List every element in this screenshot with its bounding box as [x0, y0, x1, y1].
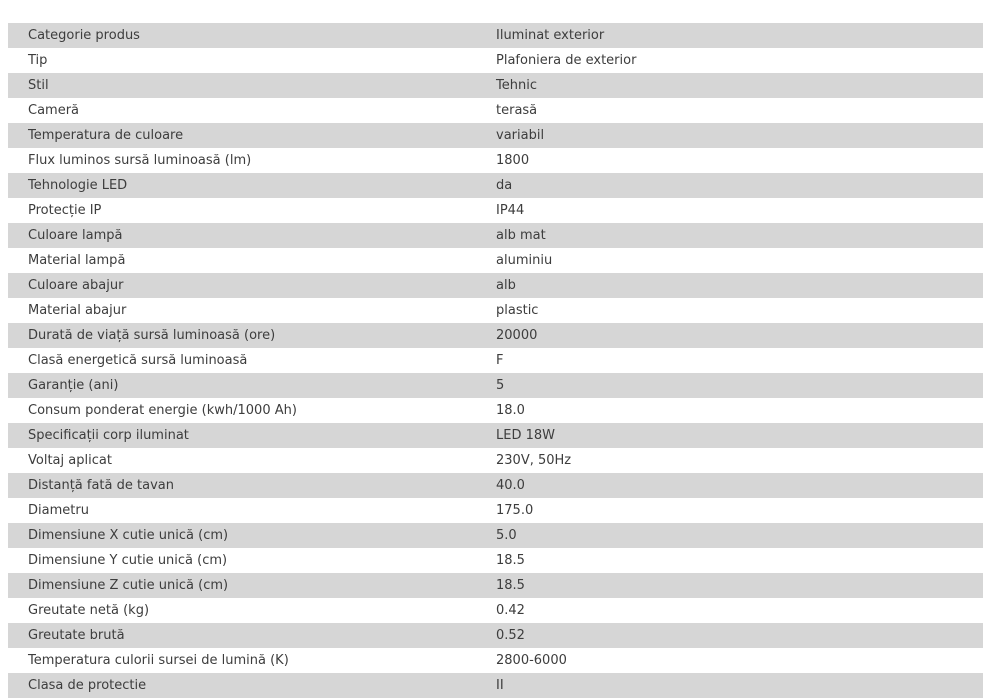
spec-value: 230V, 50Hz [496, 453, 572, 468]
spec-label: Greutate brută [28, 628, 125, 643]
spec-value: aluminiu [496, 253, 553, 268]
spec-value: 0.42 [496, 603, 525, 618]
spec-label: Material abajur [28, 303, 127, 318]
spec-label: Diametru [28, 503, 89, 518]
spec-value: 18.0 [496, 403, 525, 418]
spec-label: Consum ponderat energie (kwh/1000 Ah) [28, 403, 297, 418]
spec-label: Flux luminos sursă luminoasă (lm) [28, 153, 252, 168]
table-row [8, 623, 983, 648]
table-row [8, 398, 983, 423]
spec-value: 18.5 [496, 553, 525, 568]
spec-label: Specificații corp iluminat [28, 428, 189, 443]
spec-label: Temperatura culorii sursei de lumină (K) [28, 653, 289, 668]
spec-value: variabil [496, 128, 545, 143]
spec-value: plastic [496, 303, 539, 318]
specifications-table [8, 23, 983, 698]
table-row [8, 23, 983, 48]
table-row [8, 673, 983, 698]
spec-label: Dimensiune Y cutie unică (cm) [28, 553, 228, 568]
spec-value: 2800-6000 [496, 653, 567, 668]
table-row [8, 48, 983, 73]
spec-value: IP44 [496, 203, 525, 218]
spec-label: Distanță fată de tavan [28, 478, 174, 493]
table-row [8, 148, 983, 173]
spec-label: Material lampă [28, 253, 126, 268]
table-row [8, 298, 983, 323]
table-row [8, 223, 983, 248]
spec-label: Dimensiune Z cutie unică (cm) [28, 578, 229, 593]
spec-value: 5.0 [496, 528, 517, 543]
spec-label: Durată de viață sursă luminoasă (ore) [28, 328, 276, 343]
spec-label: Stil [28, 78, 49, 93]
table-row [8, 573, 983, 598]
spec-value: II [496, 678, 504, 693]
spec-value: da [496, 178, 513, 193]
spec-value: Iluminat exterior [496, 28, 605, 43]
spec-label: Clasă energetică sursă luminoasă [28, 353, 248, 368]
table-row [8, 198, 983, 223]
table-row [8, 123, 983, 148]
spec-value: 5 [496, 378, 505, 393]
table-row [8, 448, 983, 473]
spec-label: Clasa de protectie [28, 678, 147, 693]
spec-label: Garanție (ani) [28, 378, 119, 393]
spec-value: 40.0 [496, 478, 525, 493]
spec-label: Greutate netă (kg) [28, 603, 150, 618]
spec-value: 0.52 [496, 628, 525, 643]
spec-label: Tip [28, 53, 48, 68]
spec-label: Protecție IP [28, 203, 102, 218]
spec-label: Culoare lampă [28, 228, 123, 243]
table-row [8, 73, 983, 98]
table-row [8, 473, 983, 498]
table-row [8, 373, 983, 398]
spec-value: 20000 [496, 328, 538, 343]
spec-value: F [496, 353, 504, 368]
spec-value: 18.5 [496, 578, 525, 593]
table-row [8, 498, 983, 523]
spec-value: terasă [496, 103, 538, 118]
spec-value: Plafoniera de exterior [496, 53, 637, 68]
table-row [8, 248, 983, 273]
table-row [8, 323, 983, 348]
table-row [8, 173, 983, 198]
spec-label: Dimensiune X cutie unică (cm) [28, 528, 229, 543]
spec-label: Cameră [28, 103, 80, 118]
table-row [8, 598, 983, 623]
table-row [8, 98, 983, 123]
spec-label: Tehnologie LED [28, 178, 128, 193]
spec-value: 1800 [496, 153, 530, 168]
table-row [8, 273, 983, 298]
spec-label: Categorie produs [28, 28, 140, 43]
table-row [8, 423, 983, 448]
table-row [8, 648, 983, 673]
table-row [8, 348, 983, 373]
spec-value: Tehnic [496, 78, 537, 93]
spec-value: alb [496, 278, 516, 293]
spec-label: Voltaj aplicat [28, 453, 112, 468]
spec-value: LED 18W [496, 428, 555, 443]
spec-label: Culoare abajur [28, 278, 124, 293]
table-row [8, 523, 983, 548]
table-row [8, 548, 983, 573]
spec-value: alb mat [496, 228, 546, 243]
spec-label: Temperatura de culoare [28, 128, 184, 143]
spec-value: 175.0 [496, 503, 534, 518]
specifications-table-body [8, 23, 983, 698]
